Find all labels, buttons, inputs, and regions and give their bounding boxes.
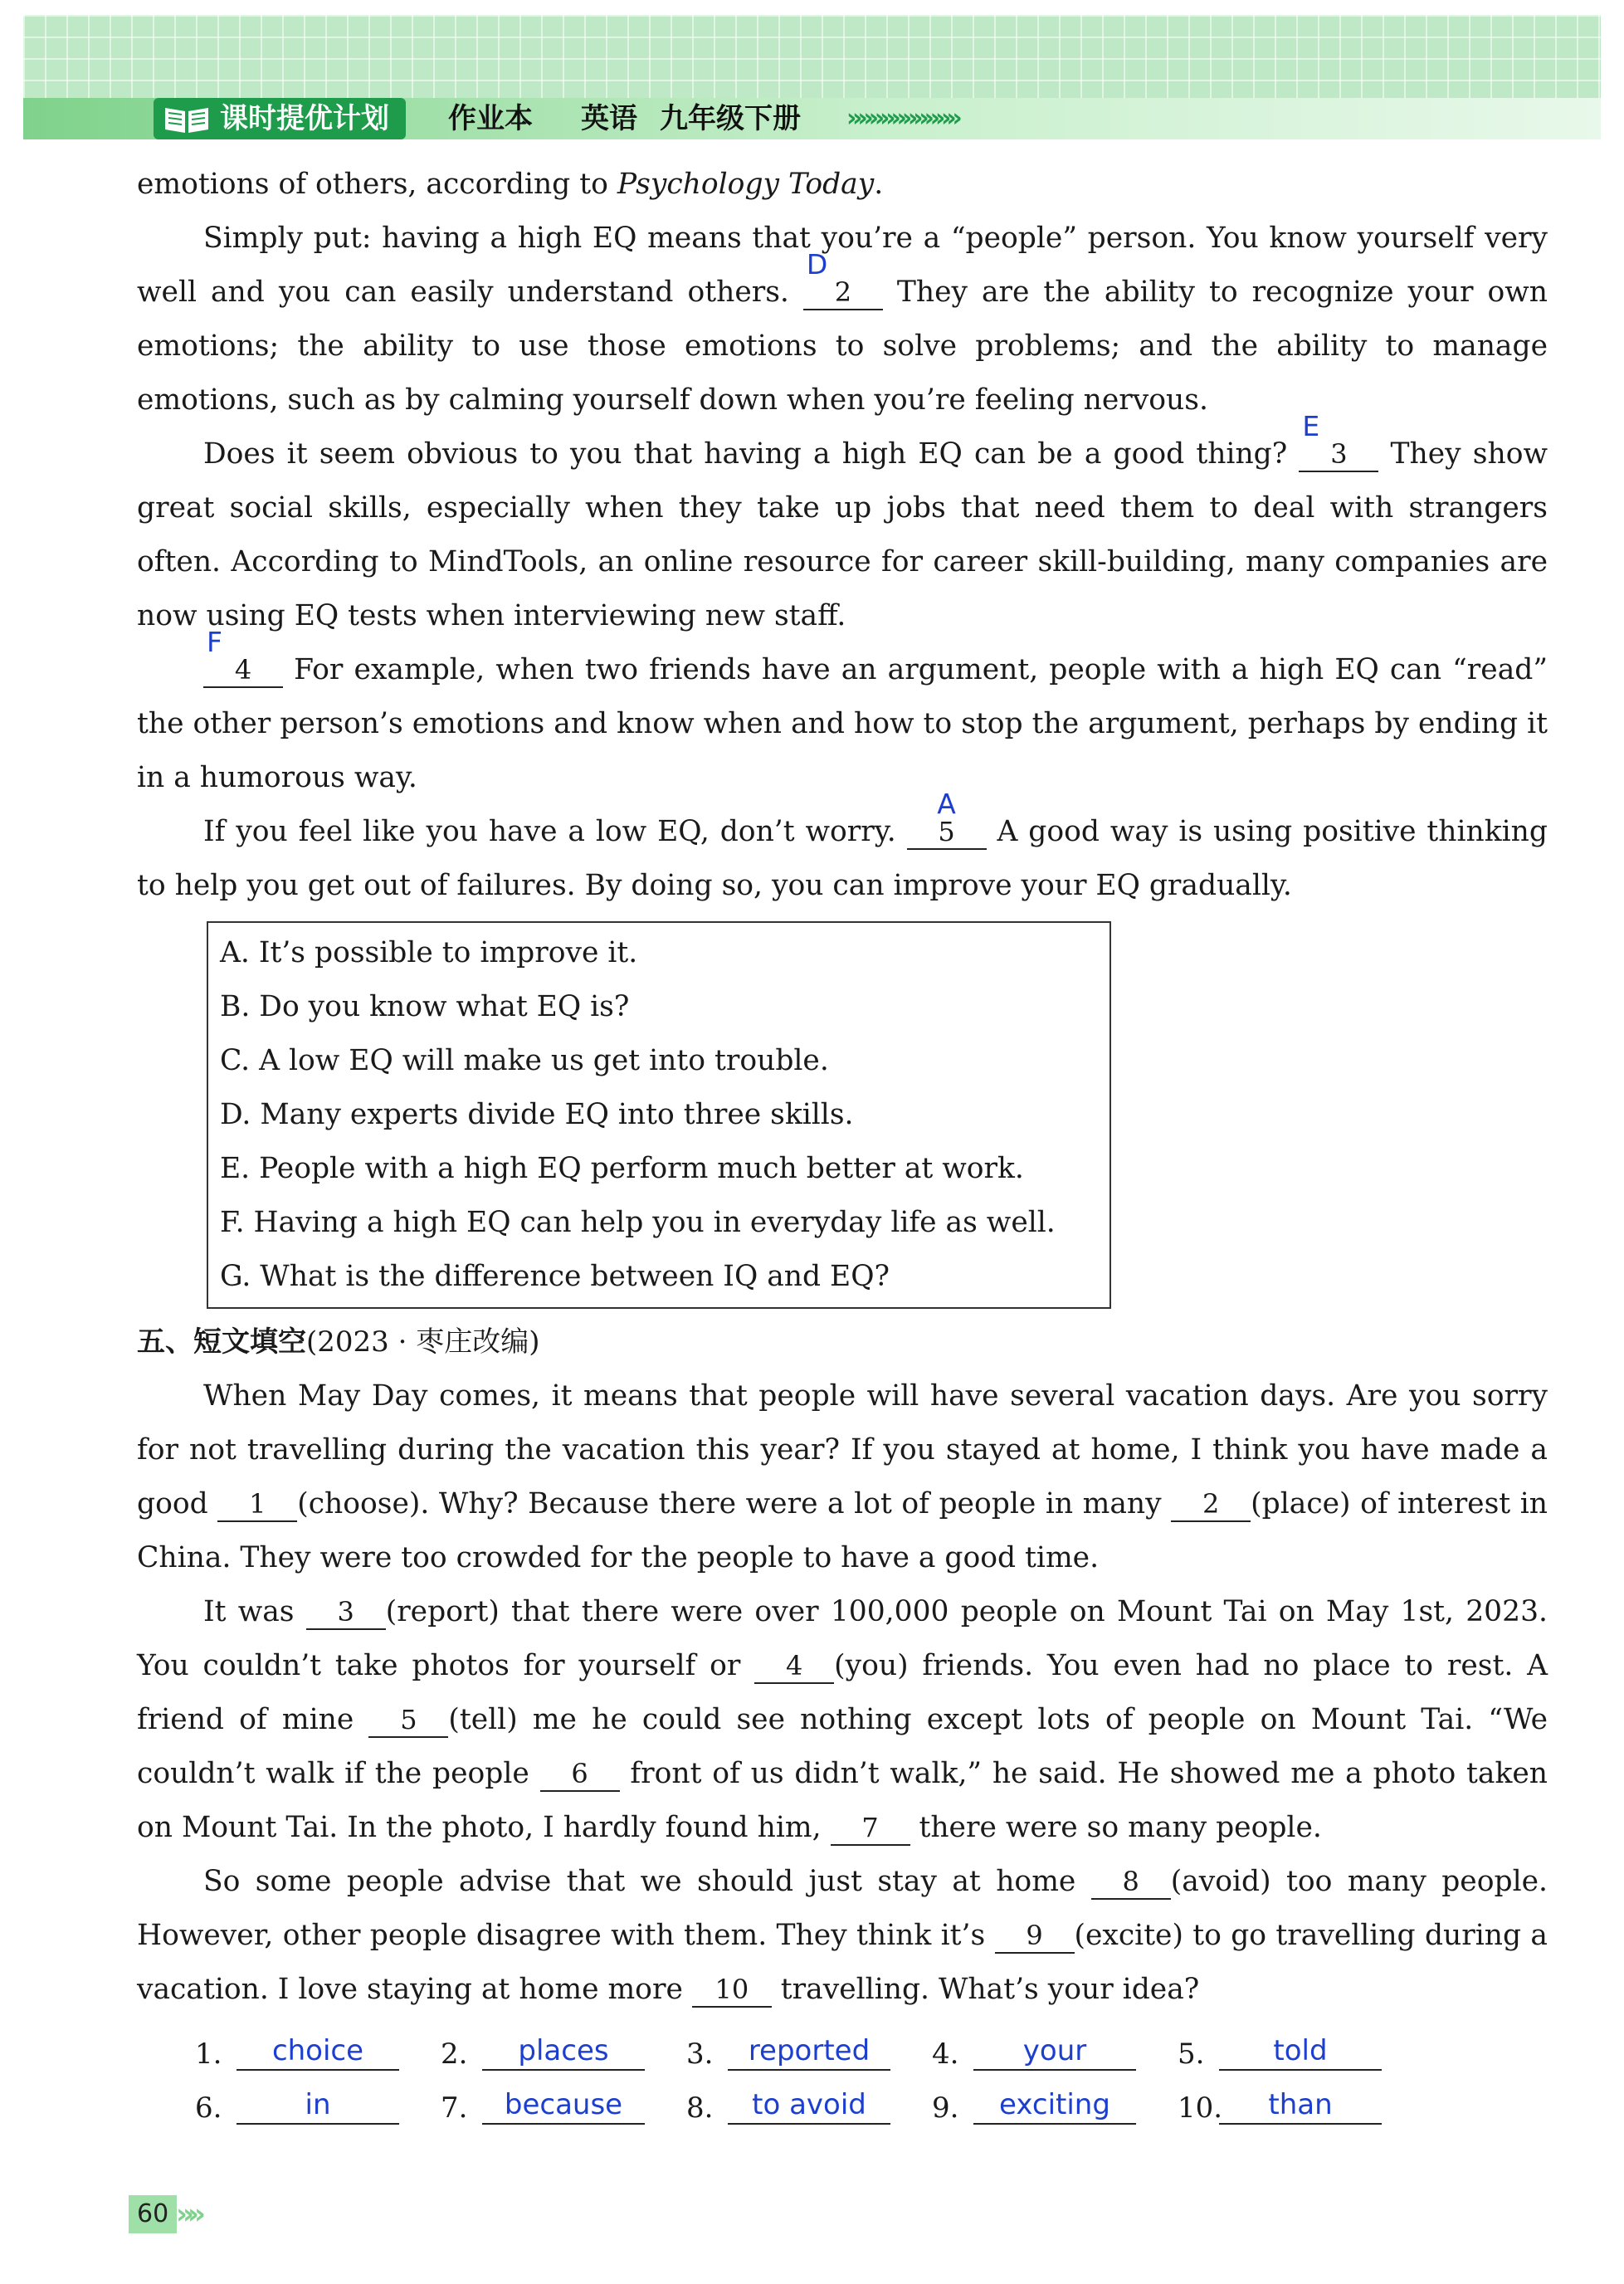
cloze-blank-2[interactable]: 2 xyxy=(1171,1487,1251,1522)
cloze-blank-9[interactable]: 9 xyxy=(995,1919,1075,1954)
answer-row-1 xyxy=(195,2017,1548,2071)
blank-2[interactable]: D 2 xyxy=(803,276,883,310)
answer-line-5[interactable]: told xyxy=(1219,2033,1382,2071)
brand-title: 课时提优计划 xyxy=(220,102,389,135)
answer-line-1[interactable]: choice xyxy=(237,2033,399,2071)
handwritten-answer: E xyxy=(1302,410,1320,442)
answer-cell-2: 2. places xyxy=(441,2033,686,2071)
cloze-blank-3[interactable]: 3 xyxy=(306,1595,386,1630)
page-chevron-icon: »» xyxy=(176,2198,199,2231)
option-d: D. Many experts divide EQ into three skills. xyxy=(220,1098,854,1131)
options-box xyxy=(207,921,1111,1309)
section-5-title: 五、短文填空(2023 · 枣庄改编) xyxy=(137,1325,540,1359)
cloze-blank-1[interactable]: 1 xyxy=(217,1487,297,1522)
blank-3[interactable]: E 3 xyxy=(1299,437,1378,472)
cloze-blank-4[interactable]: 4 xyxy=(754,1649,834,1684)
cloze-paragraph-2: It was 3 (report) that there were over 100,000 people on Mount Tai on May 1st, 2023. You couldn’t take photos for yourself or 4 (you) friends. You even had no place to rest. A friend of mine 5 (tell) me he could see nothing except lots of people on Mount Tai. “We couldn’t walk if the people 6 front of us didn’t walk,” he said. He showed me a photo taken on Mount Tai. In the photo, I hardly found him, 7 there were so many people. xyxy=(137,1595,1548,1844)
answer-line-8[interactable]: to avoid xyxy=(728,2086,890,2125)
cloze-blank-10[interactable]: 10 xyxy=(692,1973,772,2008)
option-f: F. Having a high EQ can help you in everyday life as well. xyxy=(220,1206,1056,1239)
grade-label: 九年级下册 xyxy=(660,102,801,135)
blank-4[interactable]: F 4 xyxy=(203,653,283,688)
answer-cell-8: 8. to avoid xyxy=(686,2086,932,2125)
open-book-icon xyxy=(162,101,212,136)
cloze-blank-5[interactable]: 5 xyxy=(368,1703,448,1738)
source-title: Psychology Today xyxy=(617,168,875,201)
answer-cell-10: 10. than xyxy=(1178,2086,1423,2125)
page-content xyxy=(137,158,1548,2125)
answer-row-2 xyxy=(195,2071,1548,2125)
brand-badge xyxy=(154,98,406,139)
answer-cell-6: 6. in xyxy=(195,2086,441,2125)
passage-paragraph-1: Simply put: having a high EQ means that you’re a “people” person. You know yourself very well and you can easily understand others. D 2 They are the ability to recognize your own emotions; the ability to use those emotions to solve problems; and the ability to manage emotions, such as by calming yourself down when you’re feeling nervous. xyxy=(137,222,1548,417)
answer-line-6[interactable]: in xyxy=(237,2086,399,2125)
answer-line-9[interactable]: exciting xyxy=(973,2086,1136,2125)
handwritten-answer: A xyxy=(937,788,956,820)
answer-cell-9: 9. exciting xyxy=(932,2086,1178,2125)
answer-cell-1: 1. choice xyxy=(195,2033,441,2071)
page-number: 60 xyxy=(129,2195,177,2233)
section-5-source: (2023 · 枣庄改编) xyxy=(306,1325,540,1359)
answer-line-10[interactable]: than xyxy=(1219,2086,1382,2125)
handwritten-answer: D xyxy=(806,248,828,281)
answer-cell-4: 4. your xyxy=(932,2033,1178,2071)
answer-line-7[interactable]: because xyxy=(482,2086,645,2125)
handwritten-answer: F xyxy=(207,626,222,658)
subject-label: 英语 xyxy=(581,102,637,135)
header-chevrons-icon: »»»»»»»»»» xyxy=(846,104,958,133)
cloze-blank-8[interactable]: 8 xyxy=(1091,1865,1171,1900)
passage-paragraph-4: If you feel like you have a low EQ, don’t worry. A 5 A good way is using positive thinking to help you get out of failures. By doing so, you can improve your EQ gradually. xyxy=(137,788,1548,902)
passage-paragraph-3: F 4 For example, when two friends have an argument, people with a high EQ can “read” the other person’s emotions and know when and how to stop the argument, perhaps by ending it in a humorous way. xyxy=(137,626,1548,794)
passage-paragraph-0: emotions of others, according to Psychology Today. xyxy=(137,168,884,201)
book-label: 作业本 xyxy=(448,102,533,135)
answer-cell-7: 7. because xyxy=(441,2086,686,2125)
answer-line-2[interactable]: places xyxy=(482,2033,645,2071)
cloze-paragraph-3: So some people advise that we should just stay at home 8 (avoid) too many people. However, other people disagree with them. They think it’s 9 (excite) to go travelling during a vacation. I love staying at home more 10 travelling. What’s your idea? xyxy=(137,1865,1548,2006)
option-a: A. It’s possible to improve it. xyxy=(220,936,638,969)
option-c: C. A low EQ will make us get into trouble. xyxy=(220,1044,829,1077)
option-g: G. What is the difference between IQ and EQ? xyxy=(220,1260,890,1293)
blank-5[interactable]: A 5 xyxy=(907,815,987,850)
cloze-blank-6[interactable]: 6 xyxy=(540,1757,620,1792)
answer-line-3[interactable]: reported xyxy=(728,2033,890,2071)
answer-cell-3: 3. reported xyxy=(686,2033,932,2071)
option-e: E. People with a high EQ perform much better at work. xyxy=(220,1152,1024,1185)
answer-line-4[interactable]: your xyxy=(973,2033,1136,2071)
answer-cell-5: 5. told xyxy=(1178,2033,1423,2071)
passage-paragraph-2: Does it seem obvious to you that having a high EQ can be a good thing? E 3 They show great social skills, especially when they take up jobs that need them to deal with strangers often. According to MindTools, an online resource for career skill-building, many companies are now using EQ tests when interviewing new staff. xyxy=(137,410,1548,632)
cloze-blank-7[interactable]: 7 xyxy=(831,1811,910,1846)
cloze-paragraph-1: When May Day comes, it means that people will have several vacation days. Are you sorry for not travelling during the vacation this year? If you stayed at home, I think you have made a good 1 (choose). Why? Because there were a lot of people in many 2 (place) of interest in China. They were too crowded for the people to have a good time. xyxy=(137,1379,1548,1574)
option-b: B. Do you know what EQ is? xyxy=(220,990,630,1023)
